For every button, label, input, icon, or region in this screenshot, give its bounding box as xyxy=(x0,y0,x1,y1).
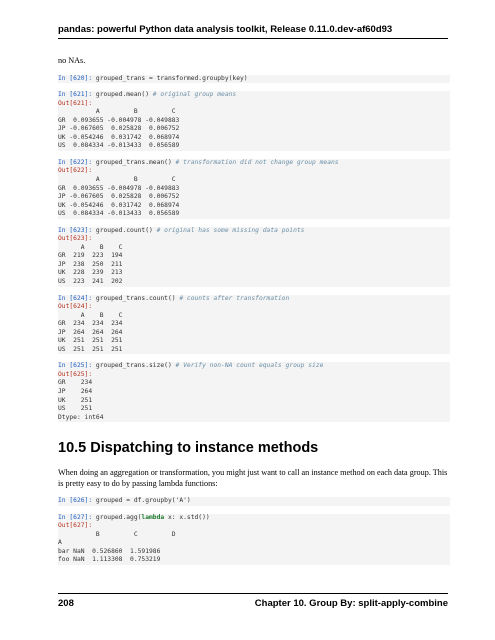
code-comment: # counts after transformation xyxy=(179,294,290,302)
code-text: bar NaN 0.526860 1.591986 xyxy=(58,547,161,555)
input-prompt: In [620]: xyxy=(58,74,96,82)
code-line xyxy=(58,295,450,304)
code-text: grouped_trans.mean() xyxy=(95,158,176,166)
code-text: UK -0.054246 0.031742 0.068974 xyxy=(58,201,180,209)
code-text: US 251 xyxy=(58,405,93,413)
code-line xyxy=(58,117,450,126)
code-line xyxy=(58,329,450,338)
code-keyword: lambda xyxy=(141,513,165,521)
code-line xyxy=(58,346,450,355)
input-prompt: In [626]: xyxy=(58,497,96,505)
code-line xyxy=(58,303,450,312)
code-text: Dtype: int64 xyxy=(58,413,104,421)
page-number: 208 xyxy=(58,598,74,609)
code-line xyxy=(58,414,450,423)
code-text: UK 251 xyxy=(58,396,93,404)
code-text: JP -0.067605 0.025828 0.006752 xyxy=(58,193,180,201)
section-paragraph: When doing an aggregation or transformation, you might just want to call an instance method on each data group. This is pretty easy to do by passing lambda functions: xyxy=(58,468,448,488)
output-prompt: Out[624]: xyxy=(58,303,93,311)
code-text: GR 234 xyxy=(58,379,93,387)
code-text: grouped.mean() xyxy=(95,91,153,99)
footer-rule xyxy=(58,593,448,594)
code-line xyxy=(58,362,450,371)
code-text: GR 234 234 234 xyxy=(58,320,123,328)
code-line xyxy=(58,522,450,531)
code-comment: # original has some missing data points xyxy=(156,226,305,234)
input-prompt: In [621]: xyxy=(58,91,96,99)
code-line xyxy=(58,531,450,540)
chapter-footer: Chapter 10. Group By: split-apply-combine xyxy=(254,598,448,609)
code-text: GR 219 223 194 xyxy=(58,252,123,260)
code-comment: # Verify non-NA count equals group size xyxy=(175,362,324,370)
code-text: UK -0.054246 0.031742 0.068974 xyxy=(58,133,180,141)
code-line xyxy=(58,210,450,219)
code-block xyxy=(58,91,450,151)
code-text: JP 238 250 211 xyxy=(58,260,123,268)
code-line xyxy=(58,548,450,557)
code-line xyxy=(58,514,450,523)
code-line xyxy=(58,379,450,388)
code-line xyxy=(58,397,450,406)
code-line xyxy=(58,75,450,84)
code-line xyxy=(58,269,450,278)
code-examples-b xyxy=(58,497,450,565)
code-text: GR 0.093655 -0.004978 -0.049883 xyxy=(58,116,180,124)
code-line xyxy=(58,108,450,117)
code-text: JP -0.067605 0.025828 0.006752 xyxy=(58,125,180,133)
input-prompt: In [623]: xyxy=(58,226,96,234)
page-content xyxy=(58,56,450,565)
code-line xyxy=(58,497,450,506)
code-text: A B C xyxy=(58,175,176,183)
code-block xyxy=(58,159,450,219)
code-line xyxy=(58,337,450,346)
code-text: JP 264 264 264 xyxy=(58,328,123,336)
code-line xyxy=(58,235,450,244)
code-block xyxy=(58,514,450,565)
input-prompt: In [624]: xyxy=(58,294,96,302)
output-prompt: Out[622]: xyxy=(58,167,93,175)
intro-paragraph: no NAs. xyxy=(58,56,86,65)
code-text: grouped_trans.count() xyxy=(95,294,180,302)
running-header: pandas: powerful Python data analysis toolkit, Release 0.11.0.dev-af60d93 xyxy=(58,24,393,35)
code-line xyxy=(58,261,450,270)
code-line xyxy=(58,176,450,185)
output-prompt: Out[621]: xyxy=(58,99,93,107)
code-line xyxy=(58,185,450,194)
code-text: grouped.agg( xyxy=(95,513,142,521)
code-line xyxy=(58,142,450,151)
code-text: grouped_trans = transformed.groupby(key) xyxy=(95,74,248,82)
code-text: A B C xyxy=(58,243,123,251)
code-comment: # transformation did not change group means xyxy=(175,158,339,166)
input-prompt: In [627]: xyxy=(58,513,96,521)
code-comment: # original group means xyxy=(152,91,237,99)
code-line xyxy=(58,405,450,414)
output-prompt: Out[625]: xyxy=(58,370,93,378)
input-prompt: In [625]: xyxy=(58,362,96,370)
output-prompt: Out[627]: xyxy=(58,522,93,530)
section-heading: 10.5 Dispatching to instance methods xyxy=(58,440,319,457)
code-text: UK 228 239 213 xyxy=(58,269,123,277)
code-line xyxy=(58,202,450,211)
code-text: x: x.std()) xyxy=(164,513,210,521)
code-text: US 223 241 202 xyxy=(58,277,123,285)
code-block xyxy=(58,497,450,506)
code-block xyxy=(58,362,450,422)
code-text: UK 251 251 251 xyxy=(58,337,123,345)
code-line xyxy=(58,252,450,261)
code-line xyxy=(58,91,450,100)
code-line xyxy=(58,159,450,168)
code-text: US 251 251 251 xyxy=(58,345,123,353)
code-text: A B C xyxy=(58,311,123,319)
code-text: grouped.count() xyxy=(95,226,157,234)
input-prompt: In [622]: xyxy=(58,158,96,166)
code-text: GR 0.093655 -0.004978 -0.049883 xyxy=(58,184,180,192)
code-text: grouped_trans.size() xyxy=(95,362,176,370)
code-line xyxy=(58,227,450,236)
code-examples-a xyxy=(58,75,450,423)
code-text: A xyxy=(58,539,62,547)
code-line xyxy=(58,134,450,143)
code-text: US 0.084334 -0.013433 0.056589 xyxy=(58,142,180,150)
code-line xyxy=(58,100,450,109)
code-line xyxy=(58,371,450,380)
output-prompt: Out[623]: xyxy=(58,235,93,243)
code-text: grouped = df.groupby('A') xyxy=(95,497,191,505)
code-line xyxy=(58,556,450,565)
code-line xyxy=(58,125,450,134)
code-block xyxy=(58,227,450,287)
code-line xyxy=(58,320,450,329)
code-text: JP 264 xyxy=(58,388,93,395)
code-line xyxy=(58,539,450,548)
header-rule xyxy=(58,38,448,39)
code-line xyxy=(58,278,450,287)
code-line xyxy=(58,167,450,176)
code-block xyxy=(58,295,450,355)
code-line xyxy=(58,312,450,321)
code-block xyxy=(58,75,450,84)
code-line xyxy=(58,193,450,202)
code-line xyxy=(58,244,450,253)
code-text: US 0.084334 -0.013433 0.056589 xyxy=(58,210,180,218)
code-text: foo NaN 1.113308 0.753219 xyxy=(58,556,161,564)
code-text: B C D xyxy=(58,530,176,538)
code-line xyxy=(58,388,450,397)
code-text: A B C xyxy=(58,108,176,116)
